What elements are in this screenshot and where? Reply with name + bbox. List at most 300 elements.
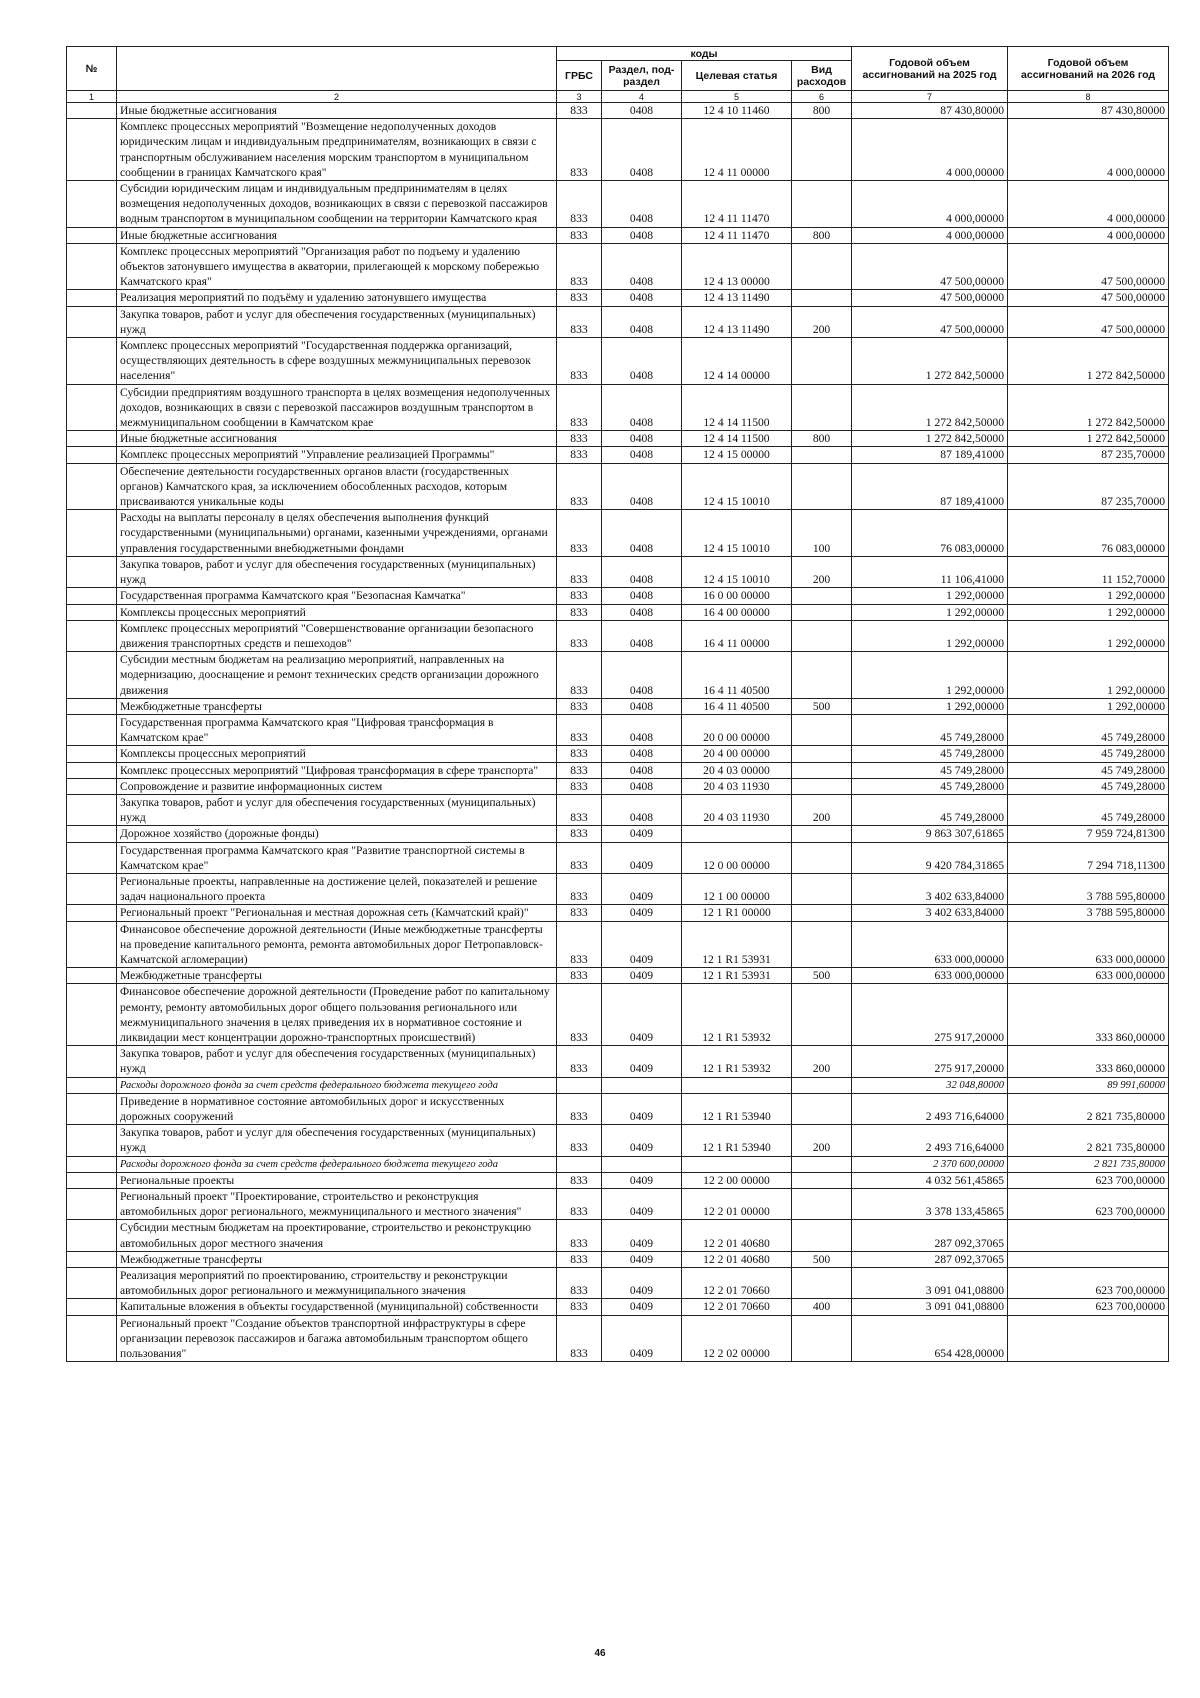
row-grbs: 833 [557,588,602,604]
row-amount-2026: 76 083,00000 [1008,510,1169,557]
row-expense-type [792,652,852,699]
row-target-article: 12 4 15 10010 [682,510,792,557]
row-name: Расходы дорожного фонда за счет средств федерального бюджета текущего года [117,1156,557,1172]
row-amount-2025: 45 749,28000 [852,714,1008,745]
row-amount-2026: 2 821 735,80000 [1008,1156,1169,1172]
row-name: Региональный проект "Региональная и местная дорожная сеть (Камчатский край)" [117,905,557,921]
row-number-cell [67,384,117,431]
row-amount-2025: 4 000,00000 [852,227,1008,243]
row-amount-2026: 1 272 842,50000 [1008,338,1169,385]
note-row [67,1156,1169,1172]
row-amount-2025: 4 000,00000 [852,181,1008,228]
row-grbs: 833 [557,556,602,587]
row-grbs: 833 [557,227,602,243]
row-amount-2026: 623 700,00000 [1008,1189,1169,1220]
row-amount-2025: 3 091 041,08800 [852,1299,1008,1315]
row-name: Реализация мероприятий по подъёму и удалению затонувшего имущества [117,290,557,306]
row-number-cell [67,794,117,825]
row-target-article: 16 4 11 00000 [682,620,792,651]
row-expense-type [792,921,852,968]
row-grbs: 833 [557,921,602,968]
row-number-cell [67,447,117,463]
row-section: 0408 [602,588,682,604]
row-expense-type: 500 [792,1251,852,1267]
row-amount-2026: 1 272 842,50000 [1008,384,1169,431]
row-grbs: 833 [557,604,602,620]
row-expense-type [792,1077,852,1093]
row-target-article: 12 2 01 70660 [682,1299,792,1315]
table-row [67,384,1169,431]
table-row [67,842,1169,873]
header-vol-2026: Годовой объем ассигнований на 2026 год [1008,47,1169,91]
row-name: Обеспечение деятельности государственных органов власти (государственных органов) Камчатского края, за исключением обособленных расходов, которым присваиваются уникальные коды [117,463,557,510]
row-amount-2025: 9 420 784,31865 [852,842,1008,873]
table-row [67,826,1169,842]
table-row [67,1220,1169,1251]
row-amount-2026: 7 959 724,81300 [1008,826,1169,842]
row-name: Реализация мероприятий по проектированию, строительству и реконструкции автомобильных дорог регионального и межмуниципального значения [117,1268,557,1299]
row-target-article: 12 2 01 70660 [682,1268,792,1299]
row-amount-2026: 633 000,00000 [1008,968,1169,984]
row-expense-type [792,1172,852,1188]
row-section: 0408 [602,103,682,119]
row-amount-2025: 3 402 633,84000 [852,873,1008,904]
row-number-cell [67,746,117,762]
row-amount-2025: 32 048,80000 [852,1077,1008,1093]
table-row [67,921,1169,968]
row-name: Региональный проект "Создание объектов транспортной инфраструктуры в сфере организации перевозок пассажиров и багажа автомобильным транспортом общего пользования" [117,1315,557,1362]
row-section: 0408 [602,714,682,745]
note-row [67,1077,1169,1093]
row-name: Финансовое обеспечение дорожной деятельности (Проведение работ по капитальному ремонту, ремонту автомобильных дорог общего пользования регионального или межмуниципального значения в целях приведения их в нормативное состояние и ликвидации мест концентрации дорожно-транспортных происшествий) [117,984,557,1046]
row-number-cell [67,984,117,1046]
row-name: Комплекс процессных мероприятий "Возмещение недополученных доходов юридическим лицам и индивидуальным предпринимателям, возникающих в связи с транспортным обслуживанием населения морским транспортом в муниципальном сообщении в границах Камчатского края" [117,119,557,181]
row-amount-2025: 45 749,28000 [852,794,1008,825]
row-amount-2026: 87 235,70000 [1008,463,1169,510]
row-name: Закупка товаров, работ и услуг для обеспечения государственных (муниципальных) нужд [117,306,557,337]
row-number-cell [67,1156,117,1172]
row-name: Субсидии местным бюджетам на реализацию мероприятий, направленных на модернизацию, дооснащение и ремонт технических средств организации дорожного движения [117,652,557,699]
row-section: 0408 [602,463,682,510]
row-amount-2026: 623 700,00000 [1008,1172,1169,1188]
table-row [67,1172,1169,1188]
row-amount-2025: 3 091 041,08800 [852,1268,1008,1299]
row-grbs: 833 [557,510,602,557]
row-expense-type [792,746,852,762]
row-amount-2025: 45 749,28000 [852,762,1008,778]
row-section: 0409 [602,1315,682,1362]
table-row [67,778,1169,794]
row-expense-type [792,620,852,651]
row-section: 0409 [602,1046,682,1077]
row-target-article: 12 1 R1 53931 [682,968,792,984]
row-amount-2026: 47 500,00000 [1008,290,1169,306]
row-expense-type [792,290,852,306]
row-name: Капитальные вложения в объекты государственной (муниципальной) собственности [117,1299,557,1315]
row-name: Субсидии предприятиям воздушного транспорта в целях возмещения недополученных доходов, возникающих в связи с перевозкой пассажиров воздушным транспортом в межмуниципальном сообщении в Камчатском крае [117,384,557,431]
row-target-article: 12 4 11 11470 [682,227,792,243]
table-row [67,243,1169,290]
row-name: Комплекс процессных мероприятий "Управление реализацией Программы" [117,447,557,463]
row-amount-2025: 9 863 307,61865 [852,826,1008,842]
row-amount-2026: 45 749,28000 [1008,762,1169,778]
row-section: 0408 [602,384,682,431]
row-expense-type [792,338,852,385]
row-expense-type: 400 [792,1299,852,1315]
row-expense-type [792,984,852,1046]
row-name: Комплексы процессных мероприятий [117,604,557,620]
row-name: Региональные проекты, направленные на достижение целей, показателей и решение задач национального проекта [117,873,557,904]
row-target-article: 16 4 11 40500 [682,652,792,699]
table-row [67,556,1169,587]
row-expense-type: 200 [792,306,852,337]
row-amount-2025: 1 292,00000 [852,588,1008,604]
row-section: 0409 [602,921,682,968]
row-amount-2025: 4 032 561,45865 [852,1172,1008,1188]
row-grbs [557,1156,602,1172]
row-number-cell [67,1220,117,1251]
row-grbs: 833 [557,119,602,181]
row-amount-2025: 1 292,00000 [852,652,1008,699]
row-name: Региональные проекты [117,1172,557,1188]
row-name: Государственная программа Камчатского края "Цифровая трансформация в Камчатском крае" [117,714,557,745]
row-grbs: 833 [557,1046,602,1077]
row-expense-type [792,905,852,921]
row-amount-2026: 45 749,28000 [1008,778,1169,794]
row-amount-2025: 3 402 633,84000 [852,905,1008,921]
row-section: 0408 [602,762,682,778]
row-name: Сопровождение и развитие информационных систем [117,778,557,794]
row-name: Комплекс процессных мероприятий "Совершенствование организации безопасного движения транспортных средств и пешеходов" [117,620,557,651]
row-grbs: 833 [557,1093,602,1124]
row-section: 0409 [602,1172,682,1188]
page-number: 46 [594,1648,606,1659]
row-amount-2026: 1 292,00000 [1008,604,1169,620]
row-name: Финансовое обеспечение дорожной деятельности (Иные межбюджетные трансферты на проведение капитального ремонта, ремонта автомобильных дорог Петропавловск-Камчатской агломерации) [117,921,557,968]
row-number-cell [67,873,117,904]
row-name: Дорожное хозяйство (дорожные фонды) [117,826,557,842]
header-codes: коды [557,47,852,61]
row-expense-type [792,873,852,904]
row-number-cell [67,1268,117,1299]
row-target-article: 12 4 14 11500 [682,431,792,447]
row-amount-2025: 1 272 842,50000 [852,384,1008,431]
row-expense-type [792,119,852,181]
row-amount-2026: 89 991,60000 [1008,1077,1169,1093]
row-grbs: 833 [557,842,602,873]
row-section: 0408 [602,119,682,181]
table-row [67,968,1169,984]
row-expense-type [792,762,852,778]
row-name: Иные бюджетные ассигнования [117,227,557,243]
row-amount-2025: 11 106,41000 [852,556,1008,587]
row-expense-type: 200 [792,556,852,587]
row-expense-type [792,447,852,463]
header-col-num: 3 [557,91,602,103]
row-amount-2026: 45 749,28000 [1008,714,1169,745]
row-name: Расходы на выплаты персоналу в целях обеспечения выполнения функций государственными (муниципальными) органами, казенными учреждениями, органами управления государственными внебюджетными фондами [117,510,557,557]
row-number-cell [67,119,117,181]
row-amount-2025: 2 493 716,64000 [852,1125,1008,1156]
row-target-article: 12 2 01 40680 [682,1220,792,1251]
row-expense-type [792,842,852,873]
row-section: 0408 [602,447,682,463]
row-target-article: 16 4 00 00000 [682,604,792,620]
row-grbs: 833 [557,338,602,385]
row-number-cell [67,1046,117,1077]
table-row [67,652,1169,699]
row-section: 0408 [602,510,682,557]
row-number-cell [67,652,117,699]
row-number-cell [67,588,117,604]
row-section: 0408 [602,652,682,699]
row-target-article: 12 4 13 11490 [682,306,792,337]
row-name: Комплекс процессных мероприятий "Государственная поддержка организаций, осуществляющих деятельность в сфере воздушных межмуниципальных перевозок населения" [117,338,557,385]
row-expense-type [792,181,852,228]
row-target-article: 12 4 11 00000 [682,119,792,181]
row-amount-2025: 1 292,00000 [852,620,1008,651]
row-number-cell [67,1251,117,1267]
row-amount-2025: 2 493 716,64000 [852,1093,1008,1124]
row-amount-2025: 47 500,00000 [852,243,1008,290]
row-grbs: 833 [557,652,602,699]
row-number-cell [67,826,117,842]
row-target-article: 12 4 14 11500 [682,384,792,431]
table-row [67,447,1169,463]
row-expense-type: 800 [792,431,852,447]
row-target-article: 12 1 R1 53932 [682,984,792,1046]
row-number-cell [67,1093,117,1124]
row-grbs: 833 [557,746,602,762]
table-row [67,463,1169,510]
row-name: Субсидии местным бюджетам на проектирование, строительство и реконструкцию автомобильных дорог местного значения [117,1220,557,1251]
row-expense-type: 800 [792,103,852,119]
row-section: 0408 [602,604,682,620]
table-row [67,1125,1169,1156]
row-amount-2025: 1 292,00000 [852,604,1008,620]
row-expense-type [792,1220,852,1251]
row-expense-type: 500 [792,968,852,984]
row-grbs: 833 [557,714,602,745]
row-section: 0408 [602,290,682,306]
row-name: Закупка товаров, работ и услуг для обеспечения государственных (муниципальных) нужд [117,1125,557,1156]
row-grbs: 833 [557,1251,602,1267]
row-number-cell [67,1189,117,1220]
row-amount-2025: 275 917,20000 [852,984,1008,1046]
row-amount-2025: 3 378 133,45865 [852,1189,1008,1220]
table-row [67,698,1169,714]
header-target: Целевая статья [682,61,792,91]
row-amount-2026: 633 000,00000 [1008,921,1169,968]
row-name: Расходы дорожного фонда за счет средств федерального бюджета текущего года [117,1077,557,1093]
row-name: Комплексы процессных мероприятий [117,746,557,762]
row-amount-2025: 654 428,00000 [852,1315,1008,1362]
row-section [602,1077,682,1093]
row-number-cell [67,243,117,290]
table-row [67,794,1169,825]
row-number-cell [67,698,117,714]
row-number-cell [67,1077,117,1093]
header-col-num: 7 [852,91,1008,103]
row-expense-type [792,1156,852,1172]
row-expense-type: 200 [792,1125,852,1156]
row-expense-type: 100 [792,510,852,557]
table-row [67,431,1169,447]
row-amount-2025: 275 917,20000 [852,1046,1008,1077]
row-grbs: 833 [557,1189,602,1220]
row-amount-2025: 287 092,37065 [852,1251,1008,1267]
row-number-cell [67,1172,117,1188]
row-number-cell [67,431,117,447]
row-amount-2025: 45 749,28000 [852,746,1008,762]
row-section: 0409 [602,1189,682,1220]
row-name: Субсидии юридическим лицам и индивидуальным предпринимателям в целях возмещения недополученных доходов, возникающих в связи с перевозкой пассажиров водным транспортом в муниципальном сообщении на территории Камчатского края [117,181,557,228]
table-row [67,227,1169,243]
row-grbs: 833 [557,103,602,119]
table-row [67,762,1169,778]
row-number-cell [67,620,117,651]
row-expense-type [792,1268,852,1299]
row-target-article [682,1077,792,1093]
header-col-num: 8 [1008,91,1169,103]
row-amount-2026: 1 292,00000 [1008,620,1169,651]
row-grbs: 833 [557,1315,602,1362]
row-amount-2025: 47 500,00000 [852,290,1008,306]
row-section: 0409 [602,1125,682,1156]
row-grbs: 833 [557,181,602,228]
table-row [67,873,1169,904]
row-target-article: 12 4 11 11470 [682,181,792,228]
row-amount-2025: 2 370 600,00000 [852,1156,1008,1172]
row-amount-2025: 87 189,41000 [852,447,1008,463]
row-grbs: 833 [557,698,602,714]
row-section: 0409 [602,1251,682,1267]
table-row [67,1093,1169,1124]
row-expense-type: 200 [792,794,852,825]
row-target-article: 12 4 15 10010 [682,463,792,510]
table-row [67,306,1169,337]
row-section: 0408 [602,181,682,228]
row-section: 0409 [602,1299,682,1315]
row-section: 0408 [602,698,682,714]
row-grbs: 833 [557,243,602,290]
row-target-article: 12 4 14 00000 [682,338,792,385]
row-amount-2025: 47 500,00000 [852,306,1008,337]
row-target-article: 20 4 03 11930 [682,778,792,794]
row-name: Комплекс процессных мероприятий "Цифровая трансформация в сфере транспорта" [117,762,557,778]
row-section: 0408 [602,306,682,337]
row-expense-type [792,714,852,745]
row-grbs: 833 [557,1268,602,1299]
row-amount-2026: 333 860,00000 [1008,1046,1169,1077]
row-grbs: 833 [557,384,602,431]
row-grbs: 833 [557,762,602,778]
row-target-article: 12 4 13 11490 [682,290,792,306]
header-no: № [67,47,117,91]
header-section: Раздел, под-раздел [602,61,682,91]
table-row [67,905,1169,921]
budget-table-sheet [66,46,1168,1362]
row-name: Региональный проект "Проектирование, строительство и реконструкция автомобильных дорог регионального, межмуниципального и местного значения" [117,1189,557,1220]
table-row [67,103,1169,119]
row-expense-type: 800 [792,227,852,243]
row-grbs: 833 [557,463,602,510]
row-name: Приведение в нормативное состояние автомобильных дорог и искусственных дорожных сооружений [117,1093,557,1124]
row-number-cell [67,921,117,968]
table-row [67,620,1169,651]
row-grbs: 833 [557,984,602,1046]
row-amount-2026: 1 292,00000 [1008,588,1169,604]
table-row [67,181,1169,228]
row-name: Межбюджетные трансферты [117,968,557,984]
budget-table [66,46,1169,1362]
row-expense-type [792,1189,852,1220]
table-row [67,604,1169,620]
row-name: Межбюджетные трансферты [117,1251,557,1267]
row-number-cell [67,604,117,620]
row-name: Государственная программа Камчатского края "Безопасная Камчатка" [117,588,557,604]
row-amount-2026: 1 292,00000 [1008,652,1169,699]
row-section: 0409 [602,1220,682,1251]
row-section: 0408 [602,431,682,447]
row-target-article: 12 2 00 00000 [682,1172,792,1188]
header-col-num: 2 [117,91,557,103]
row-target-article: 12 4 15 00000 [682,447,792,463]
row-name: Иные бюджетные ассигнования [117,431,557,447]
row-target-article: 12 2 02 00000 [682,1315,792,1362]
row-number-cell [67,905,117,921]
row-section: 0409 [602,968,682,984]
row-section: 0408 [602,778,682,794]
row-section: 0409 [602,826,682,842]
row-amount-2026: 623 700,00000 [1008,1268,1169,1299]
table-row [67,119,1169,181]
row-name: Государственная программа Камчатского края "Развитие транспортной системы в Камчатском крае" [117,842,557,873]
row-grbs: 833 [557,1172,602,1188]
row-amount-2026: 4 000,00000 [1008,119,1169,181]
row-amount-2026: 3 788 595,80000 [1008,873,1169,904]
row-amount-2026: 2 821 735,80000 [1008,1093,1169,1124]
row-section: 0409 [602,984,682,1046]
row-number-cell [67,556,117,587]
row-target-article: 12 4 10 11460 [682,103,792,119]
header-grbs: ГРБС [557,61,602,91]
row-expense-type [792,1315,852,1362]
row-amount-2026: 47 500,00000 [1008,306,1169,337]
row-amount-2026: 87 235,70000 [1008,447,1169,463]
row-number-cell [67,1315,117,1362]
row-target-article [682,826,792,842]
row-target-article: 12 1 R1 00000 [682,905,792,921]
row-amount-2026: 7 294 718,11300 [1008,842,1169,873]
row-expense-type [792,463,852,510]
row-grbs [557,1077,602,1093]
row-amount-2025: 633 000,00000 [852,968,1008,984]
row-grbs: 833 [557,431,602,447]
table-row [67,588,1169,604]
row-target-article: 16 0 00 00000 [682,588,792,604]
row-number-cell [67,463,117,510]
row-target-article: 12 1 00 00000 [682,873,792,904]
row-amount-2025: 87 189,41000 [852,463,1008,510]
row-amount-2025: 287 092,37065 [852,1220,1008,1251]
row-expense-type: 500 [792,698,852,714]
row-expense-type [792,778,852,794]
row-expense-type [792,826,852,842]
table-row [67,1299,1169,1315]
row-number-cell [67,290,117,306]
table-row [67,1046,1169,1077]
